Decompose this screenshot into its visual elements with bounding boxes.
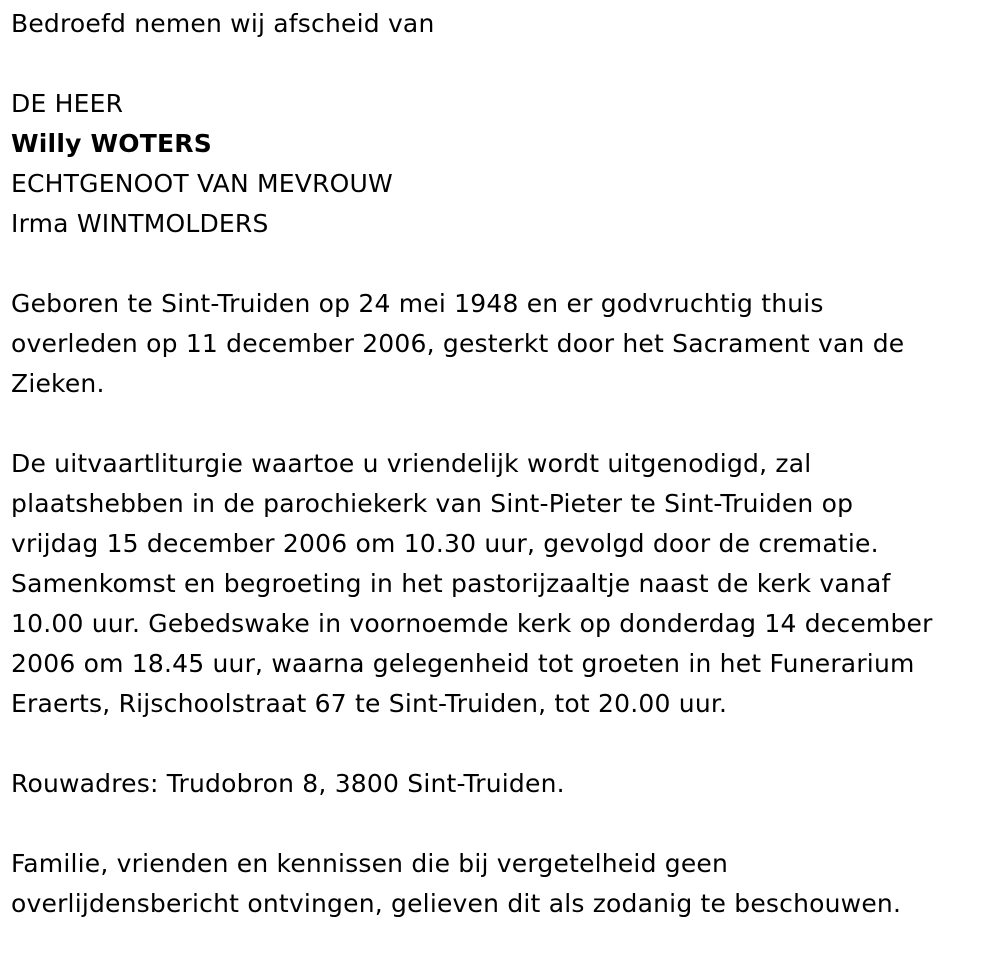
title-line: DE HEER — [11, 89, 124, 118]
funeral-line: Eraerts, Rijschoolstraat 67 te Sint-Truiden, tot 20.00 uur. — [11, 689, 728, 718]
spouse-name: Irma WINTMOLDERS — [11, 209, 269, 238]
spouse-label: ECHTGENOOT VAN MEVROUW — [11, 169, 393, 198]
intro-text: Bedroefd nemen wij afscheid van — [11, 9, 435, 38]
deceased-name: Willy WOTERS — [11, 129, 212, 158]
obituary-notice — [11, 4, 991, 924]
spacer — [11, 244, 991, 284]
spacer — [11, 804, 991, 844]
funeral-line: plaatshebben in de parochiekerk van Sint-Pieter te Sint-Truiden op — [11, 489, 854, 518]
spacer — [11, 724, 991, 764]
closing-line: Familie, vrienden en kennissen die bij vergetelheid geen — [11, 849, 729, 878]
birth-death-line: Zieken. — [11, 369, 105, 398]
funeral-line: Samenkomst en begroeting in het pastorijzaaltje naast de kerk vanaf — [11, 569, 891, 598]
birth-death-line: overleden op 11 december 2006, gesterkt door het Sacrament van de — [11, 329, 905, 358]
funeral-line: De uitvaartliturgie waartoe u vriendelijk wordt uitgenodigd, zal — [11, 449, 812, 478]
closing-line: overlijdensbericht ontvingen, gelieven dit als zodanig te beschouwen. — [11, 889, 902, 918]
birth-death-line: Geboren te Sint-Truiden op 24 mei 1948 en er godvruchtig thuis — [11, 289, 824, 318]
funeral-line: 10.00 uur. Gebedswake in voornoemde kerk op donderdag 14 december — [11, 609, 933, 638]
funeral-line: vrijdag 15 december 2006 om 10.30 uur, gevolgd door de crematie. — [11, 529, 879, 558]
funeral-line: 2006 om 18.45 uur, waarna gelegenheid tot groeten in het Funerarium — [11, 649, 915, 678]
mourning-address: Rouwadres: Trudobron 8, 3800 Sint-Truiden. — [11, 769, 565, 798]
spacer — [11, 44, 991, 84]
spacer — [11, 404, 991, 444]
